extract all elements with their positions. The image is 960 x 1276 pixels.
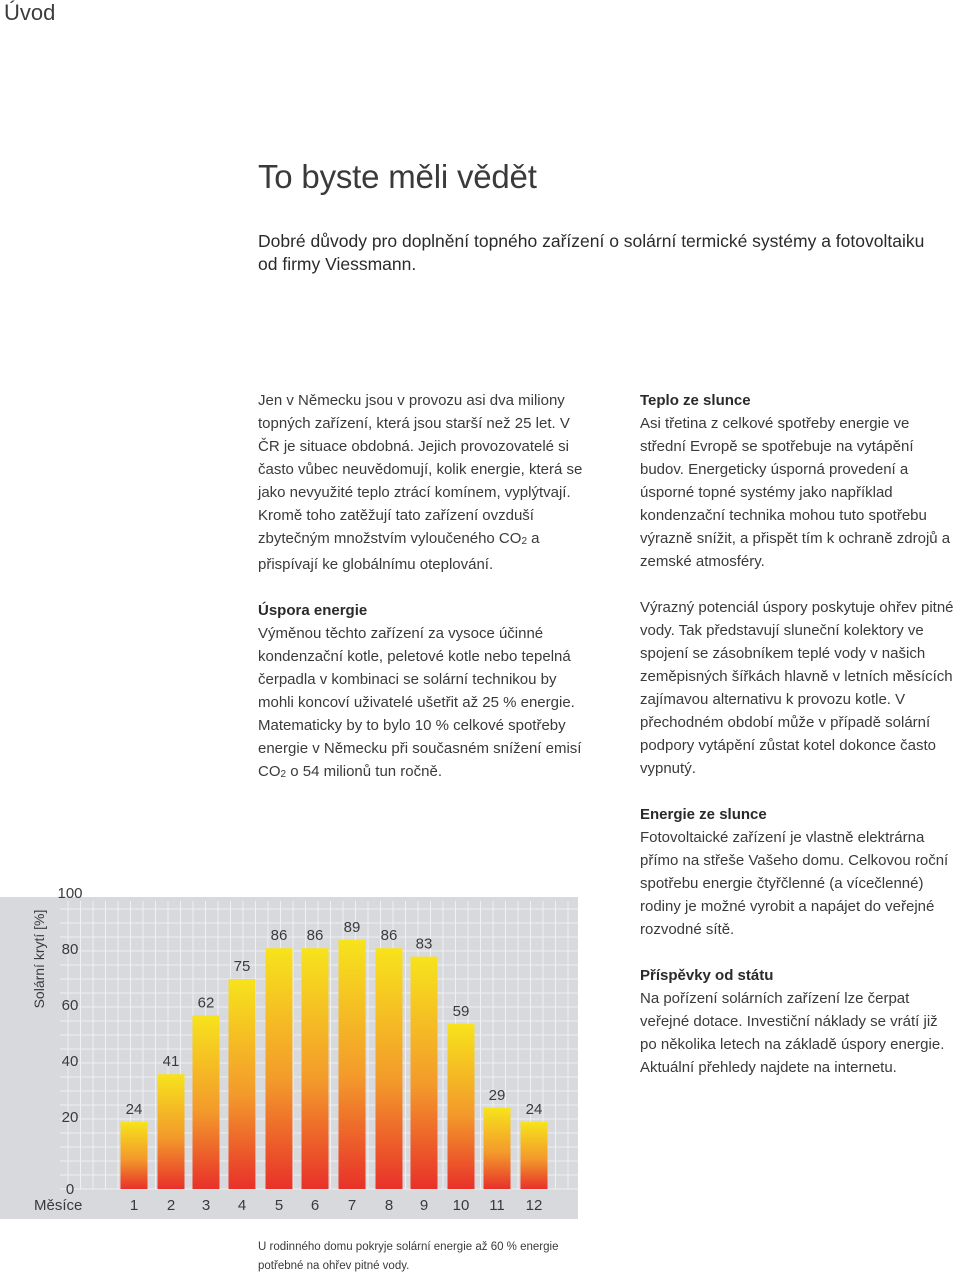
chart-svg (0, 885, 578, 1219)
bar-month-2 (158, 1074, 185, 1189)
bar-value-label: 75 (233, 958, 251, 975)
sun-energy-heading: Energie ze slunce (640, 806, 767, 823)
potential-paragraph: Výrazný potenciál úspory poskytuje ohřev pitné vody. Tak představují sluneční kolektory ve spojení se zásobníkem teplé vody v našich zeměpisných šířkách hlavně v letních měsících zajímavou alternativu k provozu kotle. V přechodném období může v případě solární podpory vytápění zůstat kotel dokonce často vypnutý. (640, 599, 954, 777)
bar-value-label: 24 (525, 1100, 543, 1118)
y-tick-label: 80 (61, 941, 79, 958)
y-tick-label: 60 (61, 997, 79, 1014)
chart-caption: U rodinného domu pokryje solární energie až 60 % energie potřebné na ohřev pitné vody. (258, 1241, 559, 1272)
savings-text-end: o 54 milionů tun ročně. (286, 763, 442, 780)
bar-value-label: 62 (197, 994, 215, 1012)
section-label: Úvod (4, 0, 56, 25)
sun-heat-block (640, 389, 958, 573)
subsidies-paragraph: Na pořízení solárních zařízení lze čerpat veřejné dotace. Investiční náklady se vrátí již po několika letech na základě úspory energie. Aktuální přehledy najdete na internetu. (640, 990, 945, 1076)
bar-value-label: 89 (343, 918, 361, 936)
bar-value-label: 86 (380, 927, 398, 945)
x-tick-label: 6 (310, 1197, 320, 1214)
lead-paragraph: Dobré důvody pro doplnění topného zařízení o solární termické systémy a fotovoltaiku od firmy Viessmann. (258, 231, 925, 274)
x-axis-label: Měsíce (34, 1197, 83, 1214)
savings-heading: Úspora energie (258, 602, 368, 619)
x-tick-label: 7 (347, 1197, 357, 1214)
sun-heat-paragraph: Asi třetina z celkové spotřeby energie ve střední Evropě se spotřebuje na vytápění budov. Energeticky úsporná provedení a úsporné topné systémy jako například kondenzační technika mohou tuto spotřebu výrazně snížit, a přispět tím k ochraně zdrojů a zemské atmosféry. (640, 415, 951, 570)
bar-month-8 (376, 948, 403, 1189)
subsidies-block (640, 964, 958, 1079)
x-tick-label: 8 (384, 1197, 394, 1214)
right-column (640, 389, 958, 1102)
x-tick-label: 2 (166, 1197, 176, 1214)
x-tick-label: 10 (452, 1197, 470, 1214)
bar-month-5 (266, 948, 293, 1189)
bar-value-label: 59 (452, 1002, 470, 1020)
middle-column (258, 389, 588, 809)
bar-month-6 (302, 948, 329, 1189)
bar-month-3 (193, 1015, 220, 1189)
savings-block (258, 599, 588, 786)
x-tick-label: 11 (489, 1197, 505, 1214)
intro-block (258, 389, 588, 576)
potential-block (640, 596, 958, 780)
subsidies-heading: Příspěvky od státu (640, 967, 774, 984)
sun-energy-block (640, 803, 958, 941)
y-tick-label: 0 (65, 1181, 75, 1198)
sun-energy-paragraph: Fotovoltaické zařízení je vlastně elektrárna přímo na střeše Vašeho domu. Celkovou roční spotřebu energie čtyřčlenné (a vícečlenné) rodiny je možné vyrobit a napájet do veřejné rozvodné sítě. (640, 829, 949, 938)
x-tick-label: 4 (237, 1197, 247, 1214)
savings-subscript: 2 (280, 769, 287, 780)
intro-text: Jen v Německu jsou v provozu asi dva miliony topných zařízení, která jsou starší než 25 let. V ČR je situace obdobná. Jejich provozovatelé si často vůbec neuvědomují, kolik energie, která se jako nevyužité teplo ztrácí komínem, vyplýtvají. Kromě toho zatěžují tato zařízení ovzduší zbytečným množstvím vyloučeného CO (258, 392, 583, 547)
y-tick-label: 100 (57, 885, 83, 902)
bar-value-label: 29 (488, 1086, 506, 1104)
bar-value-label: 24 (125, 1100, 143, 1118)
intro-subscript: 2 (521, 536, 527, 547)
bar-value-label: 86 (306, 927, 324, 945)
x-tick-label: 3 (201, 1197, 211, 1214)
y-tick-label: 20 (61, 1109, 79, 1126)
intro-paragraph (258, 389, 588, 576)
bar-value-label: 86 (270, 927, 288, 945)
solar-coverage-chart (0, 885, 578, 1219)
bar-month-7 (339, 940, 366, 1189)
bar-month-4 (229, 979, 256, 1189)
bar-month-11 (484, 1108, 511, 1189)
intro-text-end: a přispívají ke globálnímu oteplování. (258, 530, 540, 573)
sun-heat-heading: Teplo ze slunce (640, 392, 751, 409)
x-tick-label: 12 (525, 1197, 543, 1214)
x-tick-label: 1 (129, 1197, 139, 1214)
bar-month-9 (411, 957, 438, 1189)
bar-value-label: 83 (415, 935, 433, 953)
savings-text: Výměnou těchto zařízení za vysoce účinné kondenzační kotle, peletové kotle nebo tepelná čerpadla v kombinaci se solární technikou by mohli koncoví uživatelé ušetřit až 25 % energie. Matematicky by to bylo 10 % celkové spotřeby energie v Německu při současném snížení emisí CO (258, 625, 582, 780)
page-title: To byste měli vědět (258, 158, 537, 195)
bar-month-12 (521, 1122, 548, 1189)
y-axis-label: Solární krytí [%] (31, 909, 47, 1009)
y-tick-label: 40 (61, 1053, 79, 1070)
x-tick-label: 9 (419, 1197, 429, 1214)
savings-paragraph (258, 622, 588, 786)
x-tick-label: 5 (274, 1197, 284, 1214)
bar-month-1 (121, 1122, 148, 1189)
bar-month-10 (448, 1024, 475, 1189)
bar-value-label: 41 (162, 1053, 180, 1071)
